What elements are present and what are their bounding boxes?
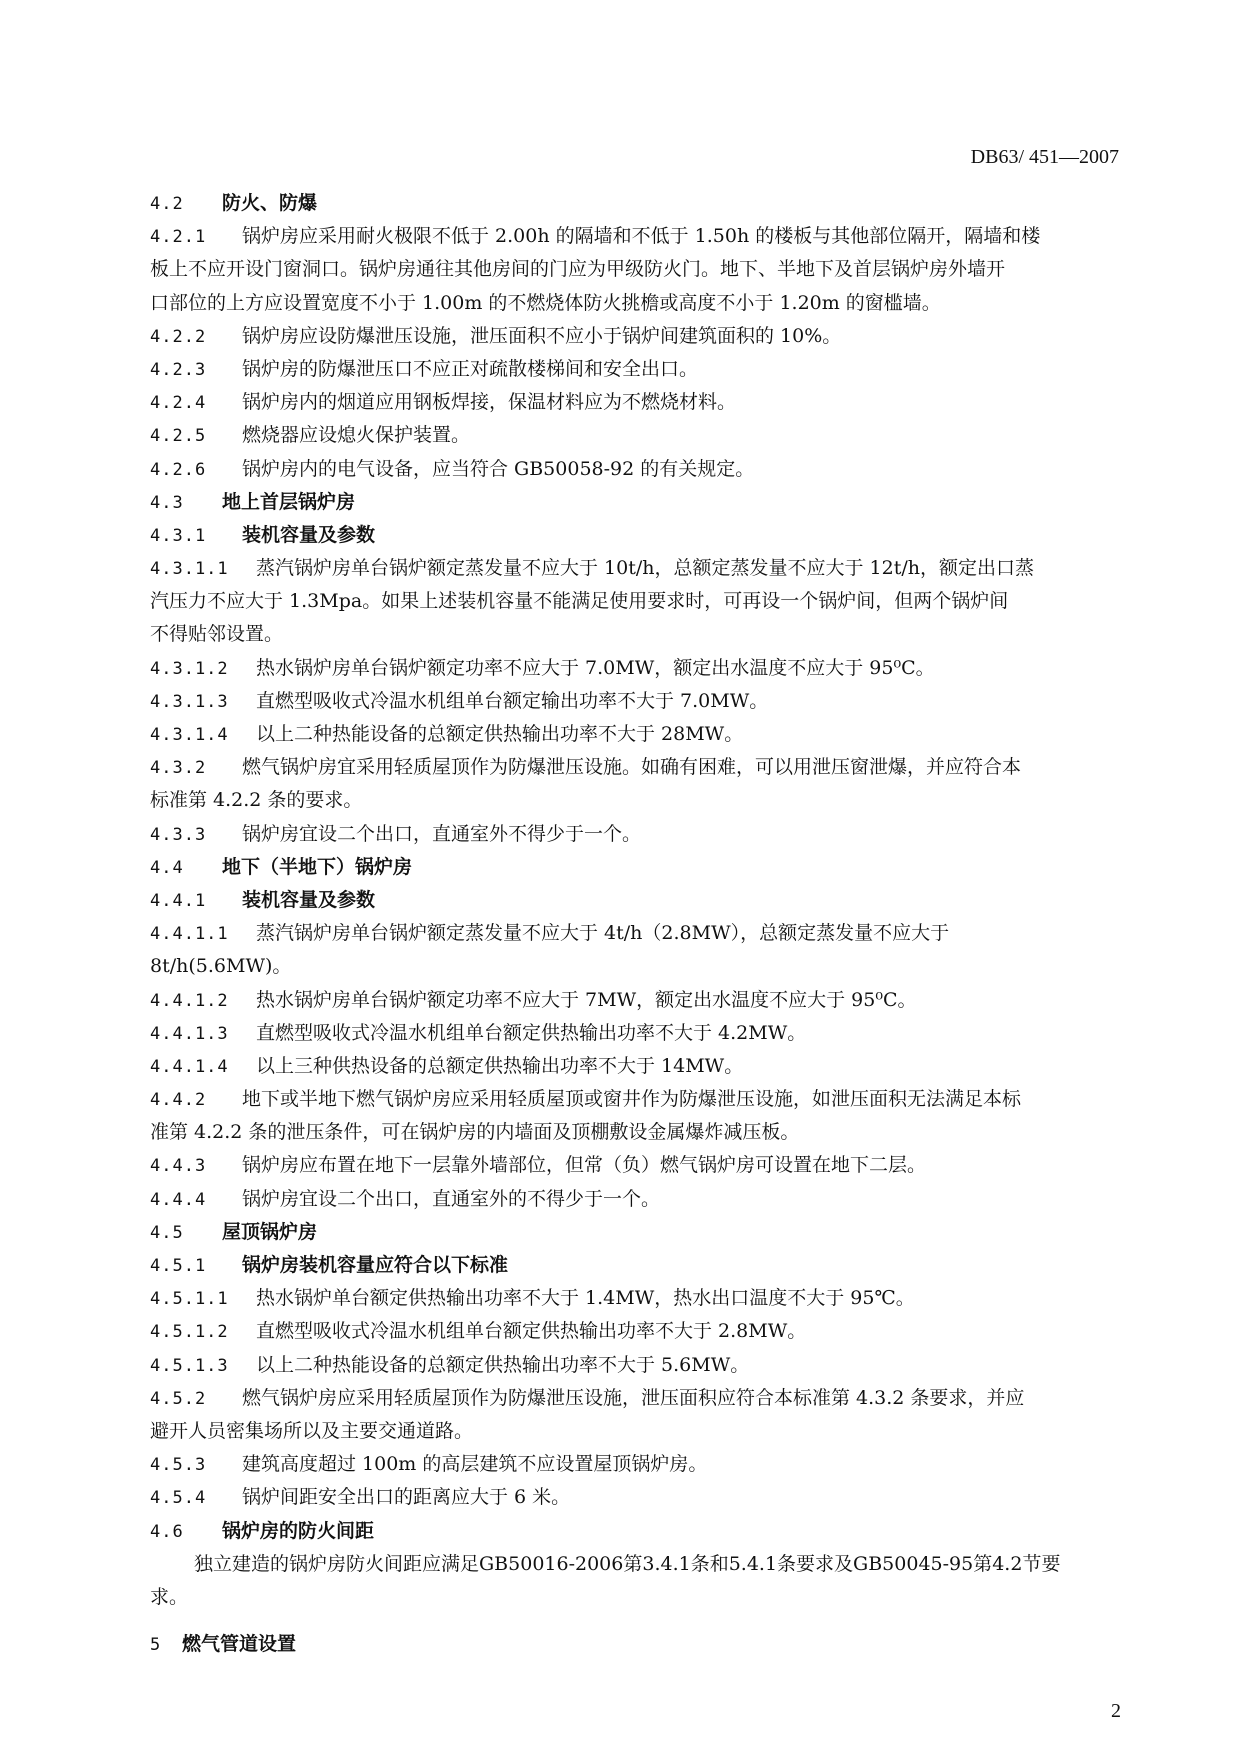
section-title: 地下（半地下）锅炉房 <box>222 855 413 878</box>
clause-number: 4.2.5 <box>150 426 207 447</box>
section-title: 地上首层锅炉房 <box>222 490 356 513</box>
clause-line <box>150 1083 1120 1116</box>
clause-number: 4.3.1.3 <box>150 691 229 712</box>
clause-text: 燃气锅炉房应采用轻质屋顶作为防爆泄压设施，泄压面积应符合本标准第 4.3.2 条要求，并应 <box>242 1386 1025 1409</box>
clause-text: 以上三种供热设备的总额定供热输出功率不大于 14MW。 <box>256 1054 744 1077</box>
clause-text: 不得贴邻设置。 <box>150 623 284 646</box>
section-heading <box>150 486 1120 519</box>
clause-text: 独立建造的锅炉房防火间距应满足GB50016-2006第3.4.1条和5.4.1条要求及GB50045-95第4.2节要 <box>194 1552 1061 1575</box>
clause-text: 热水锅炉房单台锅炉额定功率不应大于 7.0MW，额定出水温度不应大于 95⁰C。 <box>256 656 935 679</box>
clause-number: 4.4.4 <box>150 1189 207 1210</box>
section-heading <box>150 519 1120 552</box>
clause-text: 直燃型吸收式冷温水机组单台额定供热输出功率不大于 4.2MW。 <box>256 1021 807 1044</box>
clause-text: 热水锅炉房单台锅炉额定功率不应大于 7MW，额定出水温度不应大于 95⁰C。 <box>256 988 917 1011</box>
clause-text: 直燃型吸收式冷温水机组单台额定输出功率不大于 7.0MW。 <box>256 689 769 712</box>
clause-text: 燃气锅炉房宜采用轻质屋顶作为防爆泄压设施。如确有困难，可以用泄压窗泄爆，并应符合本 <box>242 756 1022 779</box>
clause-number: 4.5.4 <box>150 1488 207 1509</box>
section-number: 4.3 <box>150 492 184 513</box>
section-title: 防火、防爆 <box>222 192 318 214</box>
clause-continuation <box>150 585 1120 618</box>
clause-line <box>150 1448 1120 1481</box>
clause-line <box>150 685 1120 718</box>
clause-line <box>150 1481 1120 1514</box>
clause-text: 口部位的上方应设置宽度不小于 1.00m 的不燃烧体防火挑檐或高度不小于 1.20m 的窗槛墙。 <box>150 291 941 314</box>
section-number: 4.4 <box>150 857 184 878</box>
clause-text: 锅炉房的防爆泄压口不应正对疏散楼梯间和安全出口。 <box>242 357 699 380</box>
clause-text: 锅炉房内的电气设备，应当符合 GB50058-92 的有关规定。 <box>242 457 755 480</box>
section-number: 5 <box>150 1635 162 1656</box>
clause-text: 准第 4.2.2 条的泄压条件，可在锅炉房的内墙面及顶棚敷设金属爆炸减压板。 <box>150 1121 800 1144</box>
clause-line <box>150 320 1120 353</box>
section-heading <box>150 884 1120 917</box>
clause-continuation <box>150 950 1120 983</box>
clause-line <box>150 1282 1120 1315</box>
document-code: DB63/ 451—2007 <box>970 146 1119 168</box>
clause-text: 地下或半地下燃气锅炉房应采用轻质屋顶或窗井作为防爆泄压设施，如泄压面积无法满足本标 <box>242 1088 1022 1111</box>
clause-line <box>150 917 1120 950</box>
clause-text: 锅炉房应设防爆泄压设施，泄压面积不应小于锅炉间建筑面积的 10%。 <box>242 324 842 347</box>
clause-line <box>150 1548 1120 1581</box>
section-heading <box>150 187 1120 220</box>
clause-line <box>150 386 1120 419</box>
clause-number: 4.4.1.3 <box>150 1023 229 1044</box>
clause-line <box>150 353 1120 386</box>
clause-line <box>150 453 1120 486</box>
clause-text: 蒸汽锅炉房单台锅炉额定蒸发量不应大于 4t/h（2.8MW），总额定蒸发量不应大于 <box>256 922 950 945</box>
section-title: 装机容量及参数 <box>242 888 376 911</box>
clause-text: 标准第 4.2.2 条的要求。 <box>150 789 363 812</box>
clause-text: 锅炉房宜设二个出口，直通室外的不得少于一个。 <box>242 1187 661 1210</box>
clause-text: 汽压力不应大于 1.3Mpa。如果上述装机容量不能满足使用要求时，可再设一个锅炉间，但两个锅炉间 <box>150 590 1009 613</box>
section-number: 4.6 <box>150 1521 184 1542</box>
clause-text: 锅炉房应采用耐火极限不低于 2.00h 的隔墙和不低于 1.50h 的楼板与其他部位隔开，隔墙和楼 <box>242 225 1041 248</box>
section-heading <box>150 851 1120 884</box>
clause-line <box>150 1050 1120 1083</box>
clause-number: 4.3.2 <box>150 758 207 779</box>
clause-number: 4.4.1.4 <box>150 1056 229 1077</box>
clause-text: 热水锅炉单台额定供热输出功率不大于 1.4MW，热水出口温度不大于 95℃。 <box>256 1287 915 1310</box>
clause-text: 锅炉房应布置在地下一层靠外墙部位，但常（负）燃气锅炉房可设置在地下二层。 <box>242 1154 927 1177</box>
clause-text: 锅炉间距安全出口的距离应大于 6 米。 <box>242 1486 571 1509</box>
clause-number: 4.2.1 <box>150 227 207 248</box>
clause-continuation <box>150 1581 1120 1614</box>
section-number: 4.5 <box>150 1222 184 1243</box>
clause-number: 4.3.1.2 <box>150 658 229 679</box>
clause-line <box>150 1382 1120 1415</box>
clause-continuation <box>150 618 1120 651</box>
section-heading <box>150 1515 1120 1548</box>
section-title: 燃气管道设置 <box>182 1633 297 1656</box>
clause-line <box>150 751 1120 784</box>
section-title: 锅炉房装机容量应符合以下标准 <box>242 1254 509 1276</box>
clause-number: 4.2.4 <box>150 393 207 414</box>
clause-line <box>150 818 1120 851</box>
section-number: 4.2 <box>150 194 184 214</box>
clause-number: 4.4.1.2 <box>150 990 229 1011</box>
clause-number: 4.4.1.1 <box>150 924 229 945</box>
clause-number: 4.3.1.4 <box>150 725 229 745</box>
clause-line <box>150 652 1120 685</box>
clause-continuation <box>150 784 1120 817</box>
clause-number: 4.2.2 <box>150 326 207 347</box>
clause-number: 4.5.1.2 <box>150 1322 229 1343</box>
document-body <box>150 187 1120 1661</box>
clause-number: 4.5.2 <box>150 1388 207 1409</box>
page-number: 2 <box>1111 1700 1121 1722</box>
clause-text: 锅炉房宜设二个出口，直通室外不得少于一个。 <box>242 822 642 845</box>
clause-text: 以上二种热能设备的总额定供热输出功率不大于 5.6MW。 <box>256 1353 750 1376</box>
clause-continuation <box>150 1116 1120 1149</box>
section-heading <box>150 1249 1120 1282</box>
clause-line <box>150 419 1120 452</box>
clause-line <box>150 1315 1120 1348</box>
clause-line <box>150 1149 1120 1182</box>
clause-line <box>150 1017 1120 1050</box>
clause-number: 4.3.1.1 <box>150 559 229 580</box>
clause-number: 4.2.3 <box>150 359 207 380</box>
clause-text: 8t/h(5.6MW)。 <box>150 955 292 978</box>
clause-text: 板上不应开设门窗洞口。锅炉房通往其他房间的门应为甲级防火门。地下、半地下及首层锅炉房外墙开 <box>150 258 1006 281</box>
clause-text: 燃烧器应设熄火保护装置。 <box>242 424 471 447</box>
clause-number: 4.3.3 <box>150 824 207 845</box>
clause-line <box>150 718 1120 751</box>
clause-number: 4.5.3 <box>150 1455 207 1476</box>
section-heading <box>150 1216 1120 1249</box>
clause-number: 4.2.6 <box>150 459 207 480</box>
clause-line <box>150 1349 1120 1382</box>
section-number: 4.3.1 <box>150 525 207 546</box>
clause-line <box>150 552 1120 585</box>
clause-continuation <box>150 287 1120 320</box>
clause-text: 避开人员密集场所以及主要交通道路。 <box>150 1419 474 1442</box>
chapter-heading <box>150 1628 1120 1661</box>
clause-text: 锅炉房内的烟道应用钢板焊接，保温材料应为不燃烧材料。 <box>242 391 737 414</box>
clause-text: 建筑高度超过 100m 的高层建筑不应设置屋顶锅炉房。 <box>242 1453 708 1476</box>
section-title: 锅炉房的防火间距 <box>222 1519 375 1542</box>
clause-number: 4.5.1.3 <box>150 1355 229 1376</box>
clause-text: 求。 <box>150 1585 189 1608</box>
section-number: 4.5.1 <box>150 1256 207 1276</box>
clause-continuation <box>150 253 1120 286</box>
clause-text: 直燃型吸收式冷温水机组单台额定供热输出功率不大于 2.8MW。 <box>256 1320 807 1343</box>
clause-line <box>150 984 1120 1017</box>
section-title: 屋顶锅炉房 <box>222 1220 318 1243</box>
clause-number: 4.4.2 <box>150 1090 207 1111</box>
clause-text: 以上二种热能设备的总额定供热输出功率不大于 28MW。 <box>256 723 744 745</box>
clause-text: 蒸汽锅炉房单台锅炉额定蒸发量不应大于 10t/h，总额定蒸发量不应大于 12t/h，额定出口蒸 <box>256 557 1034 580</box>
clause-number: 4.4.3 <box>150 1156 207 1177</box>
clause-number: 4.5.1.1 <box>150 1289 229 1310</box>
section-title: 装机容量及参数 <box>242 523 376 546</box>
clause-line <box>150 220 1120 253</box>
clause-line <box>150 1183 1120 1216</box>
section-number: 4.4.1 <box>150 890 207 911</box>
clause-continuation <box>150 1415 1120 1448</box>
